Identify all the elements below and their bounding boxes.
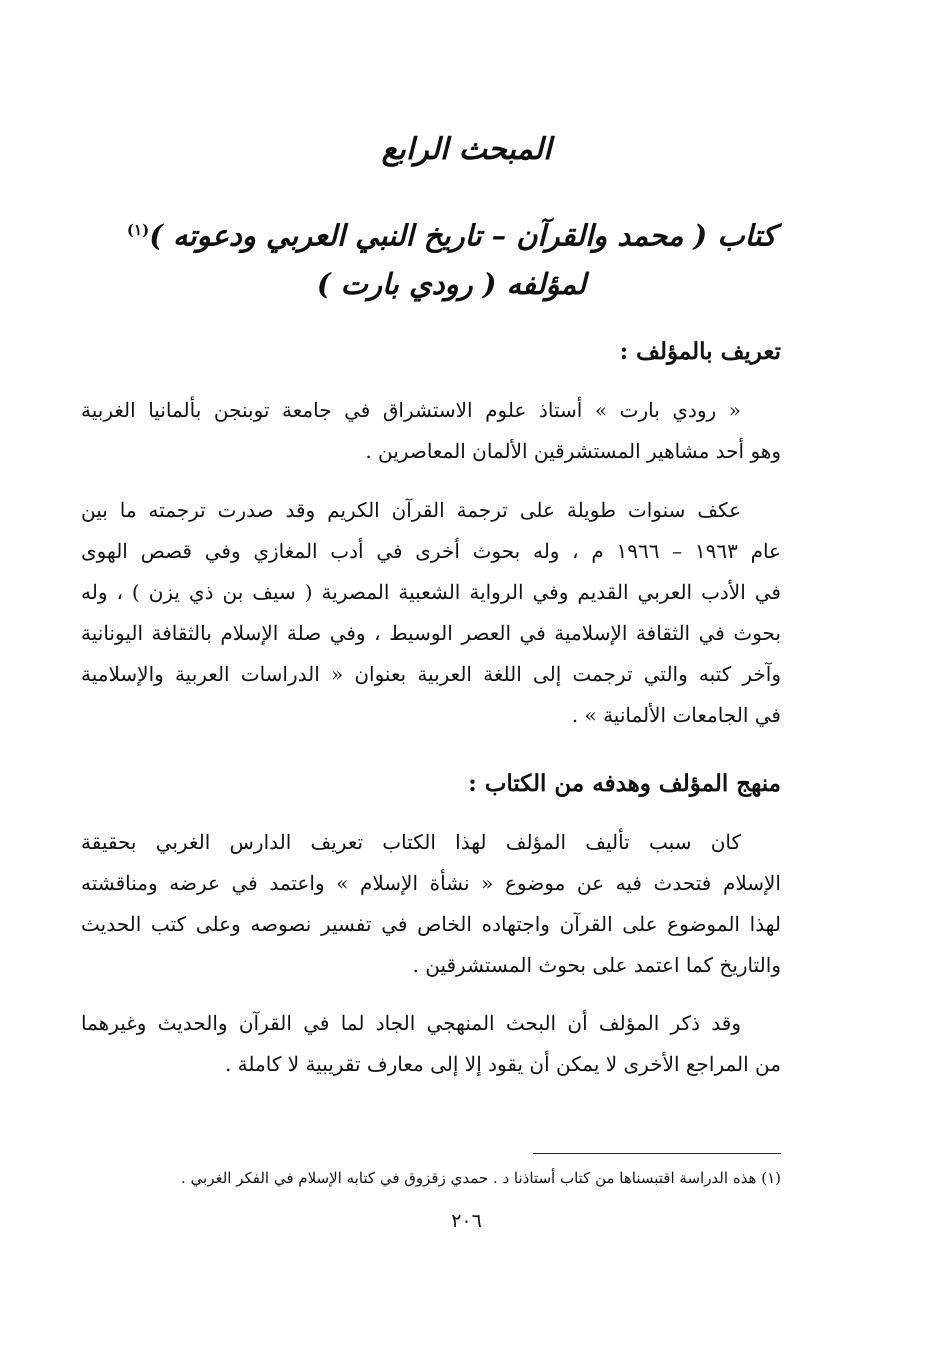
paragraph-line: بحوث في الثقافة الإسلامية في العصر الوسيط ، وفي صلة الإسلام بالثقافة اليونانية [81, 621, 781, 645]
paragraph-method-conclusion [81, 1003, 781, 1085]
book-title [120, 206, 783, 308]
paragraph-method [81, 822, 781, 986]
paragraph-line: الإسلام فتحدث فيه عن موضوع « نشأة الإسلام » واعتمد في عرضه ومناقشته [81, 871, 781, 895]
paragraph-line: كان سبب تأليف المؤلف لهذا الكتاب تعريف الدارس الغربي بحقيقة [81, 830, 741, 854]
chapter-title: المبحث الرابع [381, 132, 552, 167]
footnote-marker[interactable]: (١) [126, 221, 150, 239]
paragraph-line: في الأدب العربي القديم وفي الرواية الشعبية المصرية ( سيف بن ذي يزن ) ، وله [81, 580, 781, 604]
section-heading-author: تعريف بالمؤلف : [619, 338, 781, 365]
page-number: ٢٠٦ [451, 1210, 482, 1232]
paragraph-line: وآخر كتبه والتي ترجمت إلى اللغة العربية بعنوان « الدراسات العربية والإسلامية [81, 662, 781, 686]
book-title-line1 [120, 206, 783, 260]
paragraph-author-intro [81, 390, 781, 472]
paragraph-line: من المراجع الأخرى لا يمكن أن يقود إلا إلى معارف تقريبية لا كاملة . [224, 1052, 781, 1076]
paragraph-line: عكف سنوات طويلة على ترجمة القرآن الكريم وقد صدرت ترجمته ما بين [81, 498, 741, 522]
paragraph-author-works [81, 490, 781, 736]
paragraph-line: وهو أحد مشاهير المستشرقين الألمان المعاصرين . [365, 439, 781, 463]
book-title-line2: لمؤلفه ( رودي بارت ) [316, 266, 587, 301]
paragraph-line: في الجامعات الألمانية » . [571, 703, 781, 727]
paragraph-line: عام ١٩٦٣ – ١٩٦٦ م ، وله بحوث أخرى في أدب المغازي وفي قصص الهوى [81, 539, 781, 563]
paragraph-line: لهذا الموضوع على القرآن واجتهاده الخاص في تفسير نصوصه وعلى كتب الحديث [81, 912, 781, 936]
paragraph-line: والتاريخ كما اعتمد على بحوث المستشرقين . [412, 953, 781, 977]
footnote-divider [533, 1153, 781, 1154]
book-title-text: كتاب ( محمد والقرآن – تاريخ النبي العربي ودعوته ) [149, 218, 777, 253]
footnote: (١) هذه الدراسة اقتبسناها من كتاب أستاذنا د . حمدي زقزوق في كتابه الإسلام في الفكر الغربي . [180, 1169, 781, 1187]
paragraph-line: وقد ذكر المؤلف أن البحث المنهجي الجاد لما في القرآن والحديث وغيرهما [81, 1011, 741, 1035]
paragraph-line: « رودي بارت » أستاذ علوم الاستشراق في جامعة توبنجن بألمانيا الغربية [81, 398, 741, 422]
section-heading-method: منهج المؤلف وهدفه من الكتاب : [468, 770, 781, 797]
